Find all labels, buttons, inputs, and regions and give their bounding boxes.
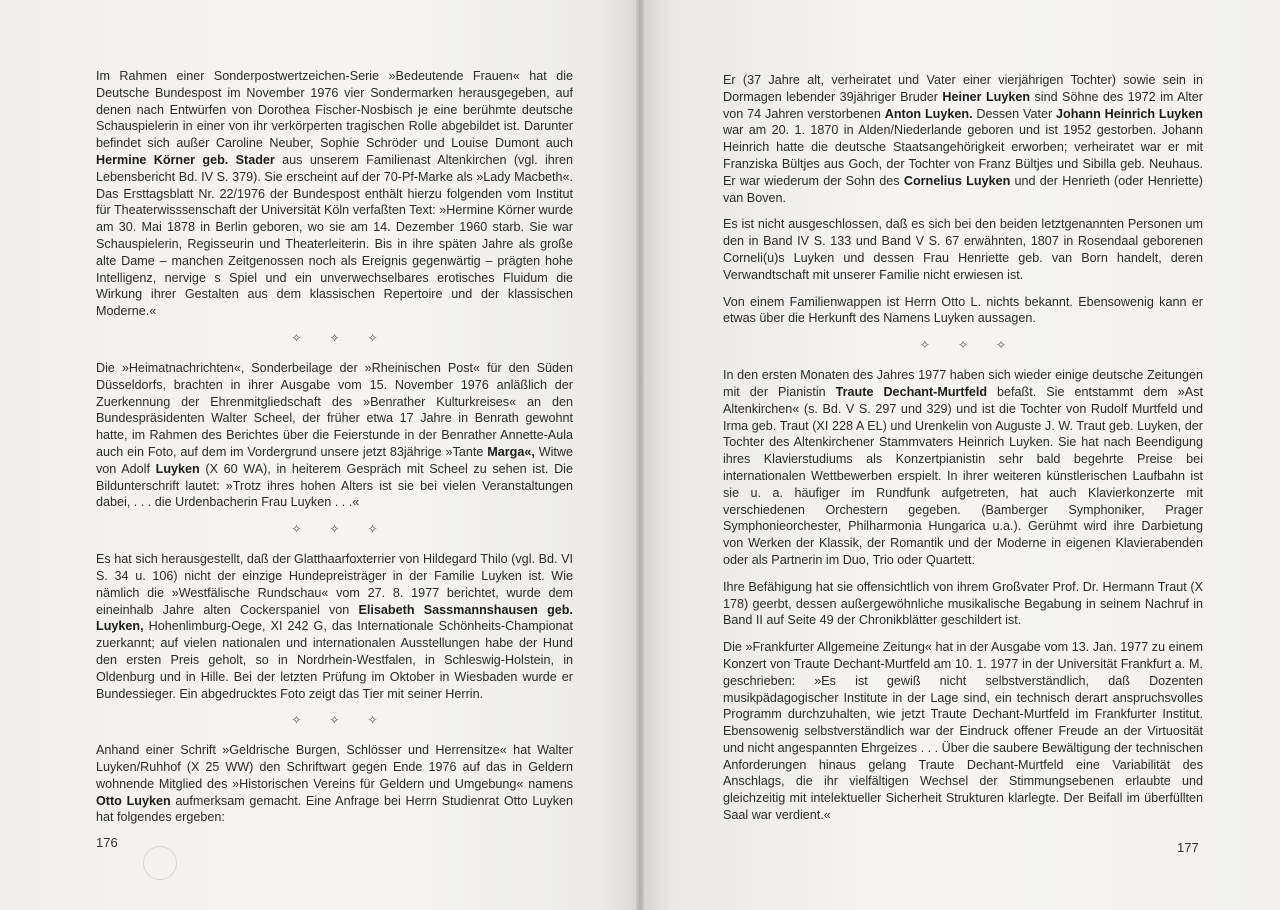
paragraph [723,72,1203,206]
bold-name: Elisabeth Sassmannshausen geb. Luyken, [96,602,573,634]
paragraph [723,639,1203,824]
bold-name: Marga«, [487,444,535,459]
sparkle-icon: ✧ [329,522,340,537]
sparkle-icon: ✧ [291,330,302,345]
sparkle-icon: ✧ [291,713,302,728]
text-run: Im Rahmen einer Sonderpostwertzeichen-Serie »Bedeutende Frauen« hat die Deutsche Bundespost im November 1976 vier Sondermarken herausgegeben, auf denen nach Entwürfen von Dorothea Fischer-Nosbisch je eine berühmte deutsche Schauspielerin in einer von ihr verkörperten tragischen Rolle abgebildet ist. Darunter befindet sich außer Caroline Neuber, Sophie Schröder und Louise Dumont auch [96,69,573,151]
sparkle-icon: ✧ [329,713,340,728]
page-number-right: 177 [1177,840,1199,855]
bold-name: Heiner Luyken [942,89,1031,104]
text-run: Dessen Vater [972,106,1056,121]
paragraph [723,294,1203,328]
right-text-column [723,72,1203,834]
circle-mark-icon [143,846,177,880]
page-number-left: 176 [96,835,118,850]
sparkle-icon: ✧ [291,522,302,537]
sparkle-icon: ✧ [367,522,378,537]
section-divider [96,712,573,728]
text-run: Witwe von Adolf [96,444,574,476]
text-run: war am 20. 1. 1870 in Alden/Niederlande geboren und ist 1952 gestorben. Johann Heinrich hatte die deutsche Staatsangehörigkeit erworben; verheiratet war er mit Franziska Bültjes aus Goch, der Tochter von Franz Bültjes und Sibilla geb. Neuhaus. Er war wiederum der Sohn des [723,123,1203,188]
bold-name: Hermine Körner geb. Stader [96,152,275,167]
text-run: aufmerksam gemacht. Eine Anfrage bei Herrn Studienrat Otto Luyken hat folgendes ergeben: [96,793,573,825]
sparkle-icon: ✧ [996,338,1007,353]
bold-name: Traute Dechant-Murtfeld [835,384,988,399]
book-gutter [636,0,644,910]
text-run: sind Söhne des 1972 im Alter von 74 Jahren verstorbenen [723,89,1203,121]
text-run: Die »Heimatnachrichten«, Sonderbeilage der »Rheinischen Post« für den Süden Düsseldorfs, brachten in ihrer Ausgabe vom 15. November 1976 anläßlich der Zuerkennung der Ehrenmitgliedschaft des »Benrather Kulturkreises« an den Bundespräsidenten Walter Scheel, der früher etwa 17 Jahre in Benrath gewohnt hatte, im Rahmen des Berichtes über die Feierstunde in der Benrather Annette-Aula auch ein Foto, auf dem im Vordergrund unsere jetzt 83jährige »Tante [96,360,573,459]
bold-name: Cornelius Luyken [903,173,1011,188]
bold-name: Luyken [155,461,200,476]
sparkle-icon: ✧ [367,330,378,345]
sparkle-icon: ✧ [919,338,930,353]
text-run: Es ist nicht ausgeschlossen, daß es sich bei den beiden letztgenannten Personen um den in Band IV S. 133 und Band V S. 67 erwähnten, 1807 in Rosendaal geborenen Corneli(u)s Luyken und dessen Frau Henriette geb. van Born handelt, deren Verwandtschaft mit unserer Familie nicht erwiesen ist. [723,217,1203,282]
bold-name: Otto Luyken [96,793,171,808]
paragraph [96,551,573,702]
paragraph [723,579,1203,629]
sparkle-icon: ✧ [329,330,340,345]
text-run: Anhand einer Schrift »Geldrische Burgen, Schlösser und Herrensitze« hat Walter Luyken/Ruhhof (X 25 WW) den Schriftwart gegen Ende 1976 auf das in Geldern wohnende Mitglied des »Historischen Vereins für Geldern und Umgebung« namens [96,743,573,791]
text-run: Die »Frankfurter Allgemeine Zeitung« hat in der Ausgabe vom 13. Jan. 1977 zu einem Konzert von Traute Dechant-Murtfeld am 10. 1. 1977 in der Universität Frankfurt a. M. geschrieben: »Es ist gewiß nicht selbstverständlich, daß Dozenten musikpädagogischer Institute in der Lage sind, ein technisch derart anspruchsvolles Programm durchzuhalten, wie jetzt Traute Dechant-Murtfeld im Frankfurter Institut. Ebensowenig selbstverständlich war der Eindruck offener Freude an der Virtuosität und nicht angespannten Ehrgeizes . . . Über die saubere Bewältigung der technischen Anforderungen hinaus gelang Traute Dechant-Murtfeld eine Variabilität des Anschlags, die ihr vielfältigen Wechsel der Stimmungsebenen erlaubte und gleichzeitig mit intelektueller Sicherheit Strukturen klarlegte. Der Beifall im überfüllten Saal war verdient.« [723,640,1203,823]
paragraph [723,216,1203,283]
left-text-column [96,68,573,836]
text-run: Er (37 Jahre alt, verheiratet und Vater einer vierjährigen Tochter) sowie sein in Dormagen lebender 39jähriger Bruder [723,73,1203,104]
paragraph [96,68,573,320]
text-run: Ihre Befähigung hat sie offensichtlich von ihrem Großvater Prof. Dr. Hermann Traut (X 178) geerbt, dessen außergewöhnliche musikalische Begabung in seinem Nachruf in Band II auf Seite 49 der Chronikblätter geschildert ist. [723,579,1203,628]
section-divider [96,521,573,537]
text-run: Von einem Familienwappen ist Herrn Otto L. nichts bekannt. Ebensowenig kann er etwas über die Herkunft des Namens Luyken aussagen. [723,294,1203,326]
section-divider [723,337,1203,353]
sparkle-icon: ✧ [367,713,378,728]
text-run: Hohenlimburg-Oege, XI 242 G, das Internationale Schönheits-Championat zuerkannt; auf vielen nationalen und internationalen Ausstellungen habe der Hund den ersten Preis geholt, so in Nordrhein-Westfalen, in Schleswig-Holstein, in Oldenburg und in Hille. Bei der letzten Prüfung im Oktober in Wiesbaden wurde er Bundessieger. Ein abgedrucktes Foto zeigt das Tier mit seiner Herrin. [96,619,573,701]
text-run: befaßt. Sie entstammt dem »Ast Altenkirchen« (s. Bd. V S. 297 und 329) und ist die Tochter von Rudolf Murtfeld und Irma geb. Traut (XI 228 A EL) und Urenkelin von Auguste J. W. Traut geb. Luyken, der Tochter des Altenkirchener Stammvaters Heinrich Luyken. Sie hat nach Beendigung ihres Klavierstudiums als Konzertpianistin sehr bald begehrte Preise bei internationalen Wettbewerben erspielt. In ihrer weiteren künstlerischen Laufbahn ist sie u. a. häufiger im Rundfunk aufgetreten, hat auch Klavierkonzerte mit verschiedenen Orchestern gegeben. (Bamberger Symphoniker, Prager Symphonieorchester, Philharmonia Hungarica u.a.). Gerühmt wird ihre Darbietung von Werken der Klassik, der Romantik und der Moderne in eigenen Klavierabenden oder als Partnerin im Duo, Trio oder Quartett. [723,384,1203,567]
bold-name: Anton Luyken. [884,106,973,121]
right-page [640,0,1280,910]
text-run: und der Henrieth (oder Henriette) van Boven. [723,173,1203,205]
bold-name: Johann Heinrich Luyken [1056,106,1203,121]
paragraph [96,742,573,826]
text-run: (X 60 WA), in heiterem Gespräch mit Scheel zu sehen ist. Die Bildunterschrift lautet: »Trotz ihres hohen Alters ist sie bei vielen Veranstaltungen dabei, . . . die Urdenbacherin Frau Luyken . . .« [96,461,573,510]
text-run: Es hat sich herausgestellt, daß der Glatthaarfoxterrier von Hildegard Thilo (vgl. Bd. VI S. 34 u. 106) nicht der einzige Hundepreisträger in der Familie Luyken ist. Wie nämlich die »Westfälische Rundschau« vom 27. 8. 1977 berichtet, wurde dem eineinhalb Jahre alten Cockerspaniel von [96,552,573,617]
paragraph [723,367,1203,569]
text-run: aus unserem Familienast Altenkirchen (vgl. ihren Lebensbericht Bd. IV S. 379). Sie erscheint auf der 70-Pf-Marke als »Lady Macbeth«. Das Ersttagsblatt Nr. 22/1976 der Bundespost enthält hierzu folgenden vom Institut für Theaterwisssenschaft der Universität Köln verfaßten Text: »Hermine Körner wurde am 30. Mai 1878 in Berlin geboren, wo sie am 14. Dezember 1960 starb. Sie war Schauspielerin, Regisseurin und Theaterleiterin. Bis in ihre späten Jahre als große alte Dame – manchen Zeitgenossen noch als Ereignis gegenwärtig – prägten hohe Intelligenz, nervige s Spiel und ein unverwechselbares erotisches Fluidum die Wirkung ihrer Gestalten aus dem klassischen Repertoire und der klassischen Moderne.« [96,152,573,319]
sparkle-icon: ✧ [957,338,969,353]
text-run: In den ersten Monaten des Jahres 1977 haben sich wieder einige deutsche Zeitungen mit der Pianistin [723,368,1203,399]
paragraph [96,360,573,511]
section-divider [96,330,573,346]
